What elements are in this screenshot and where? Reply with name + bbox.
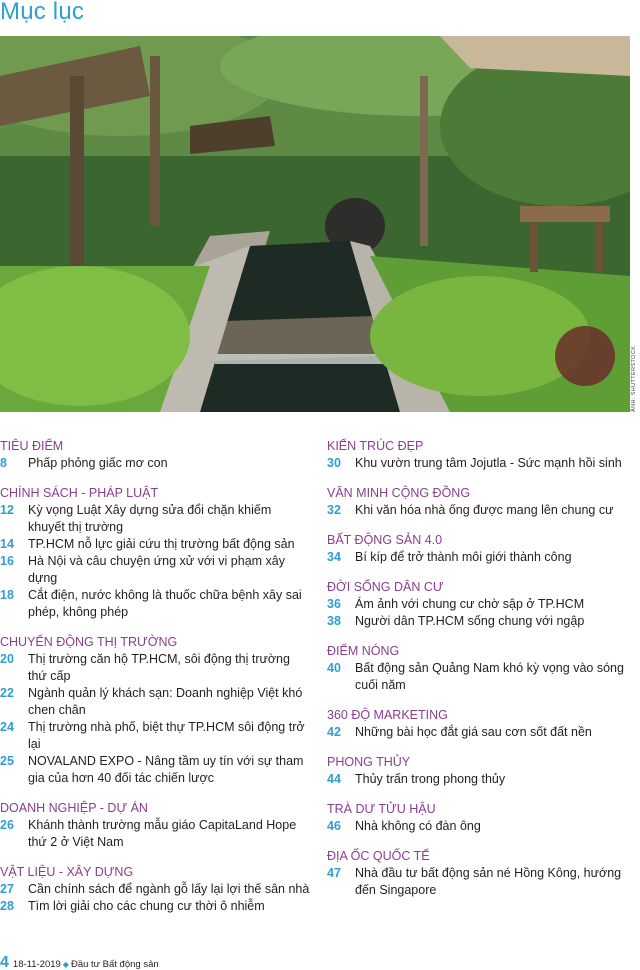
entry-page-number: 30 [327, 456, 341, 470]
toc-entry[interactable] [327, 455, 640, 472]
toc-section [327, 643, 640, 694]
toc-section [327, 532, 640, 566]
toc-entry[interactable] [327, 660, 640, 694]
toc-entry[interactable] [327, 596, 640, 613]
toc-entry[interactable] [0, 536, 310, 553]
entry-page-number: 25 [0, 754, 14, 768]
entry-title: Khu vườn trung tâm Jojutla - Sức mạnh hồi sinh [355, 456, 622, 470]
toc-entry[interactable] [327, 613, 640, 630]
entry-title: Phấp phỏng giấc mơ con [28, 456, 168, 470]
publication-name: Đầu tư Bất động sản [70, 959, 159, 970]
toc-entry[interactable] [327, 771, 640, 788]
entry-title: Cần chính sách để ngành gỗ lấy lại lợi thế sân nhà [28, 882, 310, 896]
entry-page-number: 18 [0, 588, 14, 602]
toc-entry[interactable] [0, 553, 310, 587]
entry-title: Khánh thành trường mẫu giáo CapitaLand Hope thứ 2 ở Việt Nam [28, 818, 297, 849]
entry-page-number: 40 [327, 661, 341, 675]
toc-section [0, 634, 310, 787]
toc-entry[interactable] [0, 455, 310, 472]
toc-entry[interactable] [327, 865, 640, 899]
section-title: CHÍNH SÁCH - PHÁP LUẬT [0, 486, 159, 500]
toc-entry[interactable] [327, 724, 640, 741]
toc-section [327, 754, 640, 788]
toc-right-column [327, 438, 640, 912]
toc-section [0, 485, 310, 621]
entry-page-number: 26 [0, 818, 14, 832]
toc-section [0, 438, 310, 472]
entry-title: Ám ảnh với chung cư chờ sập ở TP.HCM [355, 597, 585, 611]
entry-page-number: 34 [327, 550, 341, 564]
toc-entry[interactable] [0, 898, 310, 915]
entry-page-number: 46 [327, 819, 341, 833]
toc-entry[interactable] [0, 881, 310, 898]
entry-title: Thị trường nhà phố, biệt thự TP.HCM sôi động trở lại [28, 720, 305, 751]
toc-section [327, 438, 640, 472]
entry-title: Khi văn hóa nhà ống được mang lên chung cư [355, 503, 614, 517]
photo-credit: ẢNH: SHUTTERSTOCK [631, 345, 637, 412]
toc-entry[interactable] [0, 753, 310, 787]
toc-entry[interactable] [0, 685, 310, 719]
section-title: BẤT ĐỘNG SẢN 4.0 [327, 533, 443, 547]
entry-title: Ngành quản lý khách sạn: Doanh nghiệp Việt khó chen chân [28, 686, 303, 717]
entry-title: Bất động sản Quảng Nam khó kỳ vọng vào sóng cuối năm [355, 661, 624, 692]
entry-page-number: 8 [0, 456, 7, 470]
toc-section [327, 848, 640, 899]
section-title: VĂN MINH CỘNG ĐỒNG [327, 486, 471, 500]
toc-section [327, 801, 640, 835]
toc-entry[interactable] [327, 549, 640, 566]
entry-title: Nhà không có đàn ông [355, 819, 481, 833]
toc-section [0, 864, 310, 915]
garden-photo [0, 36, 630, 412]
entry-page-number: 47 [327, 866, 341, 880]
section-title: ĐIỂM NÓNG [327, 644, 400, 658]
toc-section [327, 485, 640, 519]
page-footer [0, 954, 159, 970]
page-title: Mục lục [0, 0, 85, 25]
section-title: 360 ĐỘ MARKETING [327, 708, 448, 722]
toc-entry[interactable] [0, 817, 310, 851]
entry-title: Hà Nội và câu chuyện ứng xử với vi phạm xây dựng [28, 554, 285, 585]
toc-entry[interactable] [327, 818, 640, 835]
section-title: CHUYỂN ĐỘNG THỊ TRƯỜNG [0, 635, 178, 649]
entry-title: Người dân TP.HCM sống chung với ngập [355, 614, 585, 628]
section-title: ĐỊA ỐC QUỐC TẾ [327, 849, 430, 863]
entry-page-number: 28 [0, 899, 14, 913]
toc-section [0, 800, 310, 851]
entry-title: Nhà đầu tư bất động sản né Hồng Kông, hướng đến Singapore [355, 866, 622, 897]
section-title: ĐỜI SỐNG DÂN CƯ [327, 580, 444, 594]
section-title: TRÀ DƯ TỬU HẬU [327, 802, 436, 816]
entry-title: Những bài học đắt giá sau cơn sốt đất nền [355, 725, 592, 739]
entry-page-number: 36 [327, 597, 341, 611]
entry-title: NOVALAND EXPO - Nâng tầm uy tín với sự tham gia của hơn 40 đối tác chiến lược [28, 754, 304, 785]
entry-page-number: 14 [0, 537, 14, 551]
toc-section [327, 707, 640, 741]
section-title: VẬT LIỆU - XÂY DỰNG [0, 865, 134, 879]
entry-title: Thị trường căn hộ TP.HCM, sôi động thị trường thứ cấp [28, 652, 290, 683]
entry-page-number: 38 [327, 614, 341, 628]
entry-page-number: 32 [327, 503, 341, 517]
entry-title: Cắt điện, nước không là thuốc chữa bệnh xây sai phép, không phép [28, 588, 302, 619]
entry-page-number: 22 [0, 686, 14, 700]
toc-entry[interactable] [0, 502, 310, 536]
issue-date: 18-11-2019 [12, 959, 61, 970]
section-title: TIÊU ĐIỂM [0, 439, 64, 453]
toc-section [327, 579, 640, 630]
entry-page-number: 16 [0, 554, 14, 568]
diamond-separator-icon: ◆ [62, 960, 69, 969]
section-title: DOANH NGHIỆP - DỰ ÁN [0, 801, 148, 815]
toc-entry[interactable] [0, 651, 310, 685]
entry-title: Kỳ vọng Luật Xây dựng sửa đổi chặn khiếm khuyết thị trường [28, 503, 272, 534]
toc-left-column [0, 438, 310, 928]
entry-page-number: 44 [327, 772, 341, 786]
entry-title: Bí kíp để trở thành môi giới thành công [355, 550, 572, 564]
page-number: 4 [0, 954, 9, 970]
entry-page-number: 20 [0, 652, 14, 666]
toc-entry[interactable] [0, 719, 310, 753]
toc-entry[interactable] [327, 502, 640, 519]
entry-title: Tìm lời giải cho các chung cư thời ô nhiễm [28, 899, 265, 913]
entry-page-number: 42 [327, 725, 341, 739]
entry-title: Thủy trấn trong phong thủy [355, 772, 506, 786]
entry-page-number: 24 [0, 720, 14, 734]
section-title: PHONG THỦY [327, 755, 411, 769]
entry-title: TP.HCM nỗ lực giải cứu thị trường bất động sản [28, 537, 295, 551]
section-title: KIẾN TRÚC ĐẸP [327, 439, 424, 453]
toc-entry[interactable] [0, 587, 310, 621]
entry-page-number: 12 [0, 503, 14, 517]
entry-page-number: 27 [0, 882, 14, 896]
